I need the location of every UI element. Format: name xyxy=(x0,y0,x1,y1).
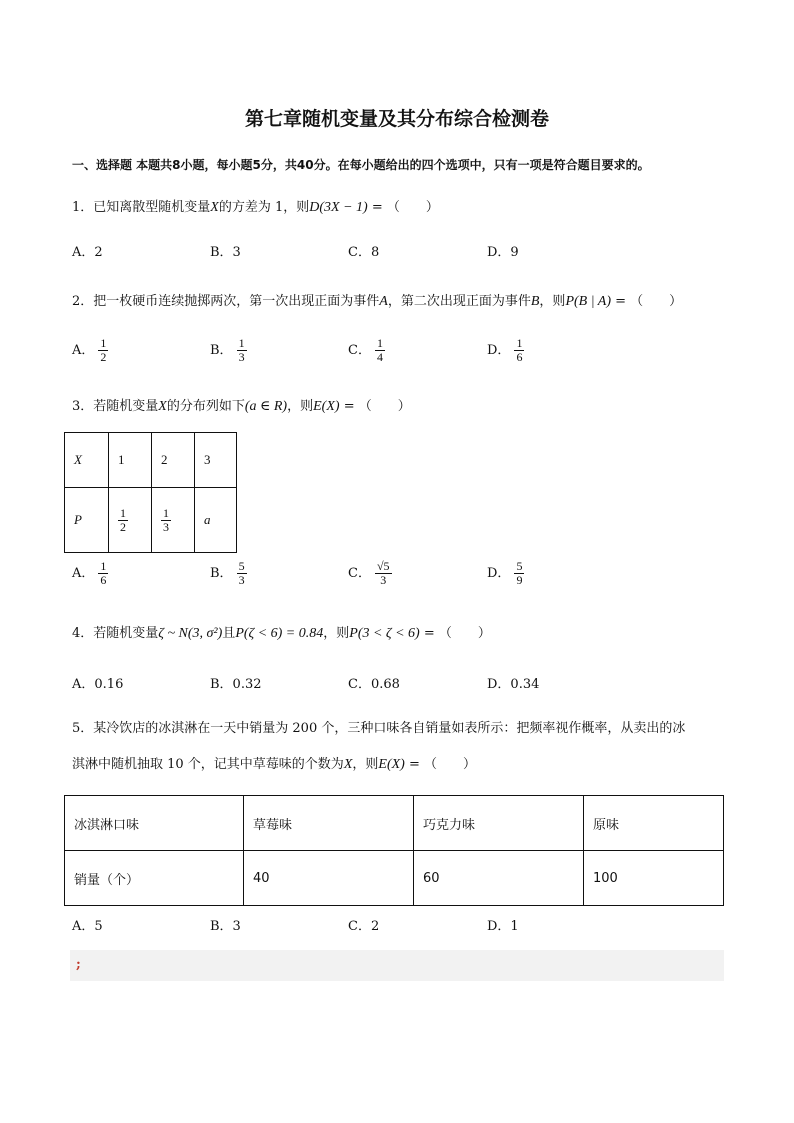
cell-text: a xyxy=(204,512,211,527)
q5-var: X xyxy=(343,757,353,772)
question-5-line-2 xyxy=(72,753,476,773)
table-row xyxy=(65,433,237,488)
table-cell xyxy=(65,488,109,553)
q1-option-d: D．9 xyxy=(487,245,519,260)
cell-text: 3 xyxy=(204,452,211,467)
table-cell xyxy=(152,488,195,553)
q1-text-c: = （ ） xyxy=(367,200,439,215)
denominator: 4 xyxy=(376,350,383,364)
table-header: 原味 xyxy=(584,796,724,851)
cell-text: 2 xyxy=(161,452,168,467)
table-header: 冰淇淋口味 xyxy=(65,796,244,851)
q4-option-d: D．0.34 xyxy=(487,677,540,692)
q4-option-a: A．0.16 xyxy=(72,677,124,692)
option-label: D． xyxy=(487,566,511,581)
table-cell xyxy=(109,488,152,553)
page-title: 第七章随机变量及其分布综合检测卷 xyxy=(244,108,549,130)
denominator: 9 xyxy=(516,573,523,587)
q2-text-c: ，则 xyxy=(539,294,566,309)
table-header: 草莓味 xyxy=(244,796,414,851)
table-row xyxy=(65,851,724,906)
q3-option-a xyxy=(72,560,108,587)
question-5-line-1: 5．某冷饮店的冰淇淋在一天中销量为 200 个，三种口味各自销量如表所示：把频率视作概率，从卖出的冰 xyxy=(72,721,686,736)
q5-text-c: = （ ） xyxy=(404,757,476,772)
q4-expr: P(3 < ζ < 6) xyxy=(349,626,420,641)
option-label: D． xyxy=(487,343,511,358)
q4-option-c: C．0.68 xyxy=(348,677,400,692)
q3-text-a: 3．若随机变量 xyxy=(72,399,159,414)
q5-text-b: ，则 xyxy=(352,757,379,772)
denominator: 6 xyxy=(516,350,523,364)
denominator: 6 xyxy=(100,573,107,587)
numerator: 1 xyxy=(376,336,383,350)
cell-text: P xyxy=(74,512,82,527)
fraction xyxy=(375,337,385,364)
numerator: 1 xyxy=(238,336,245,350)
q3-cond: (a ∈ R) xyxy=(244,399,288,414)
footer-bar xyxy=(70,950,724,981)
denominator: 3 xyxy=(380,573,387,587)
q4-given: P(ζ < 6) = 0.84 xyxy=(235,626,324,641)
table-cell xyxy=(152,433,195,488)
denominator: 2 xyxy=(100,350,107,364)
table-header: 巧克力味 xyxy=(414,796,584,851)
denominator: 3 xyxy=(163,519,169,534)
q2-option-c xyxy=(348,337,385,364)
numerator: 1 xyxy=(100,336,107,350)
q2-option-a xyxy=(72,337,108,364)
q1-var: X xyxy=(210,200,219,215)
q2-event-a: A xyxy=(379,294,388,309)
table-cell xyxy=(109,433,152,488)
option-label: B． xyxy=(210,343,233,358)
fraction xyxy=(98,337,108,364)
q2-text-a: 2．把一枚硬币连续抛掷两次，第一次出现正面为事件 xyxy=(72,294,380,309)
option-label: B． xyxy=(210,566,233,581)
option-label: C． xyxy=(348,343,371,358)
denominator: 2 xyxy=(120,519,126,534)
denominator: 3 xyxy=(238,350,245,364)
q3-text-d: = （ ） xyxy=(339,399,411,414)
q5-option-a: A．5 xyxy=(72,919,103,934)
numerator: 5 xyxy=(238,559,245,573)
table-row xyxy=(65,488,237,553)
numerator: 1 xyxy=(163,505,169,520)
q5-text-a: 淇淋中随机抽取 10 个，记其中草莓味的个数为 xyxy=(72,757,344,772)
fraction xyxy=(161,507,171,534)
q3-text-b: 的分布列如下 xyxy=(166,399,245,414)
question-4 xyxy=(72,622,491,642)
fraction xyxy=(118,507,128,534)
numerator: 1 xyxy=(100,559,107,573)
option-label: C． xyxy=(348,566,371,581)
section-header: 一、选择题 本题共8小题，每小题5分，共40分。在每小题给出的四个选项中，只有一项是符合题目要求的。 xyxy=(72,158,650,172)
question-2 xyxy=(72,290,682,310)
table-cell xyxy=(195,433,237,488)
q2-event-b: B xyxy=(530,294,540,309)
q2-text-d: = （ ） xyxy=(611,294,683,309)
q2-text-b: ，第二次出现正面为事件 xyxy=(387,294,531,309)
q2-option-d xyxy=(487,337,524,364)
q3-text-c: ，则 xyxy=(287,399,314,414)
q2-expr: P(B | A) xyxy=(565,294,612,309)
table-cell xyxy=(65,433,109,488)
q4-text-a: 4．若随机变量 xyxy=(72,626,159,641)
q4-text-c: ，则 xyxy=(323,626,350,641)
q3-expr: E(X) xyxy=(313,399,340,414)
denominator: 3 xyxy=(238,573,245,587)
q4-text-b: 且 xyxy=(222,626,236,641)
distribution-table xyxy=(64,432,237,553)
q3-var: X xyxy=(158,399,167,414)
q4-option-b: B．0.32 xyxy=(210,677,262,692)
cell-text: X xyxy=(74,452,82,467)
q5-expr: E(X) xyxy=(378,757,405,772)
q3-option-c xyxy=(348,560,392,587)
fraction xyxy=(514,560,524,587)
table-cell: 100 xyxy=(584,851,724,906)
numerator: 1 xyxy=(120,505,126,520)
q5-option-d: D．1 xyxy=(487,919,519,934)
numerator: 5 xyxy=(516,559,523,573)
fraction xyxy=(237,560,247,587)
fraction xyxy=(514,337,524,364)
q2-option-b xyxy=(210,337,247,364)
q5-option-c: C．2 xyxy=(348,919,380,934)
footer-mark: ; xyxy=(76,957,81,972)
numerator: 1 xyxy=(516,336,523,350)
q1-text-a: 1．已知离散型随机变量 xyxy=(72,200,211,215)
q1-expr: D(3X − 1) xyxy=(309,200,368,215)
q4-dist: ζ ~ N(3, σ²) xyxy=(158,626,223,641)
option-label: A． xyxy=(72,343,95,358)
question-3 xyxy=(72,395,411,415)
q3-option-d xyxy=(487,560,524,587)
option-label: A． xyxy=(72,566,95,581)
table-cell: 销量（个） xyxy=(65,851,244,906)
table-row xyxy=(65,796,724,851)
fraction xyxy=(237,337,247,364)
q1-option-a: A．2 xyxy=(72,245,103,260)
table-cell xyxy=(195,488,237,553)
sales-table xyxy=(64,795,724,906)
fraction xyxy=(375,560,392,587)
q5-option-b: B．3 xyxy=(210,919,241,934)
table-cell: 60 xyxy=(414,851,584,906)
cell-text: 1 xyxy=(118,452,125,467)
table-cell: 40 xyxy=(244,851,414,906)
question-1 xyxy=(72,196,439,216)
fraction xyxy=(98,560,108,587)
q1-option-b: B．3 xyxy=(210,245,241,260)
q4-text-d: = （ ） xyxy=(419,626,491,641)
numerator: √5 xyxy=(376,559,390,573)
q1-option-c: C．8 xyxy=(348,245,380,260)
q3-option-b xyxy=(210,560,247,587)
q1-text-b: 的方差为 1，则 xyxy=(218,200,310,215)
